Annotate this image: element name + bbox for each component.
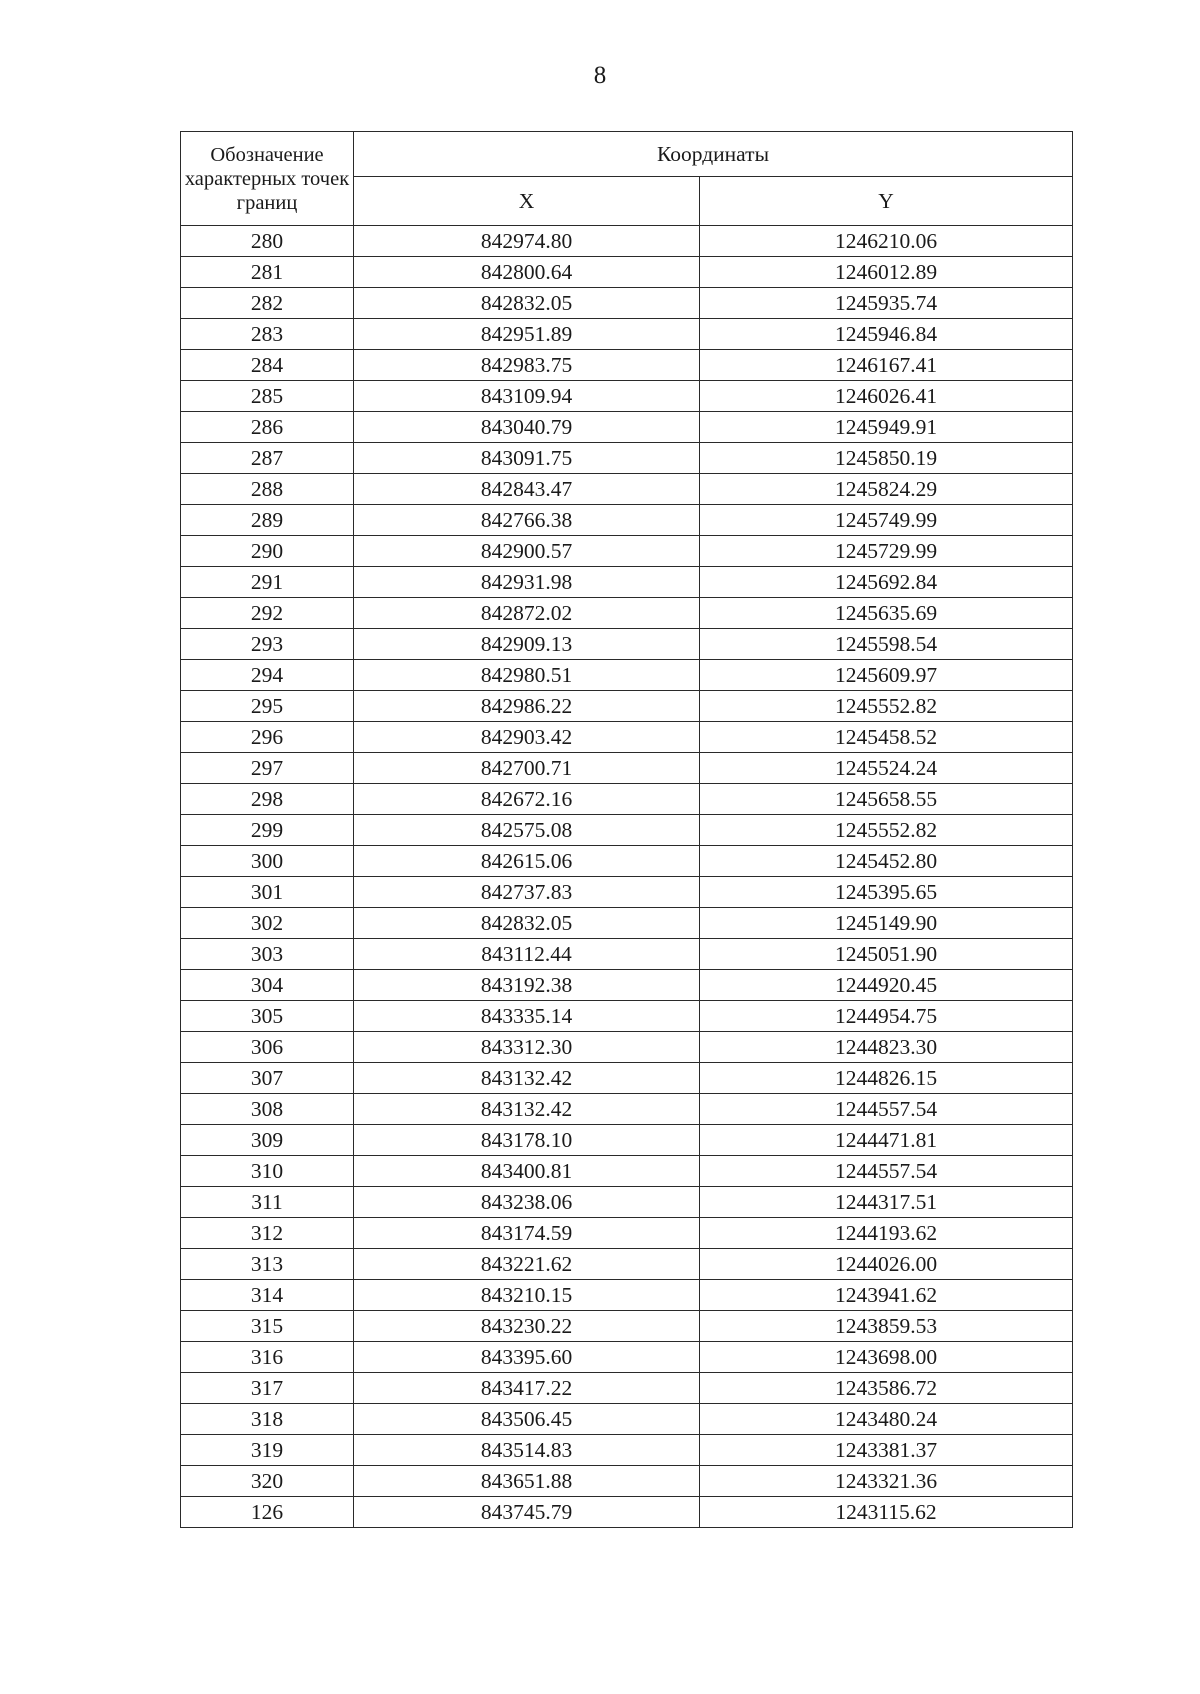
point-cell: 299 [181, 815, 354, 846]
table-row [181, 1187, 1073, 1218]
point-cell: 313 [181, 1249, 354, 1280]
x-cell: 842983.75 [354, 350, 700, 381]
point-cell: 307 [181, 1063, 354, 1094]
table-row [181, 350, 1073, 381]
y-cell: 1243586.72 [700, 1373, 1073, 1404]
y-cell: 1244826.15 [700, 1063, 1073, 1094]
table-row [181, 691, 1073, 722]
table-row [181, 877, 1073, 908]
point-cell: 317 [181, 1373, 354, 1404]
point-cell: 311 [181, 1187, 354, 1218]
y-cell: 1245395.65 [700, 877, 1073, 908]
y-cell: 1243859.53 [700, 1311, 1073, 1342]
y-cell: 1245635.69 [700, 598, 1073, 629]
x-cell: 843400.81 [354, 1156, 700, 1187]
x-cell: 842832.05 [354, 908, 700, 939]
table-row [181, 846, 1073, 877]
table-row [181, 257, 1073, 288]
table-row [181, 443, 1073, 474]
table-row [181, 1342, 1073, 1373]
table-row [181, 815, 1073, 846]
x-cell: 842900.57 [354, 536, 700, 567]
point-label-header: Обозначение характерных точек границ [181, 132, 354, 226]
y-cell: 1244823.30 [700, 1032, 1073, 1063]
table-row [181, 381, 1073, 412]
table-row [181, 598, 1073, 629]
point-cell: 297 [181, 753, 354, 784]
table-header [181, 132, 1073, 226]
x-cell: 843192.38 [354, 970, 700, 1001]
point-cell: 298 [181, 784, 354, 815]
x-cell: 843312.30 [354, 1032, 700, 1063]
point-cell: 318 [181, 1404, 354, 1435]
x-cell: 842872.02 [354, 598, 700, 629]
x-cell: 842843.47 [354, 474, 700, 505]
x-cell: 842737.83 [354, 877, 700, 908]
y-cell: 1245452.80 [700, 846, 1073, 877]
point-cell: 126 [181, 1497, 354, 1528]
table-row [181, 1094, 1073, 1125]
table-row [181, 1466, 1073, 1497]
x-cell: 842974.80 [354, 226, 700, 257]
table-row [181, 288, 1073, 319]
point-cell: 302 [181, 908, 354, 939]
point-cell: 305 [181, 1001, 354, 1032]
x-cell: 843040.79 [354, 412, 700, 443]
y-cell: 1245051.90 [700, 939, 1073, 970]
x-cell: 843112.44 [354, 939, 700, 970]
point-cell: 289 [181, 505, 354, 536]
point-cell: 314 [181, 1280, 354, 1311]
point-cell: 296 [181, 722, 354, 753]
point-cell: 316 [181, 1342, 354, 1373]
x-cell: 843221.62 [354, 1249, 700, 1280]
point-cell: 295 [181, 691, 354, 722]
point-cell: 288 [181, 474, 354, 505]
x-cell: 843745.79 [354, 1497, 700, 1528]
table-row [181, 1125, 1073, 1156]
point-cell: 291 [181, 567, 354, 598]
y-cell: 1243381.37 [700, 1435, 1073, 1466]
y-cell: 1246167.41 [700, 350, 1073, 381]
x-cell: 843109.94 [354, 381, 700, 412]
table-row [181, 908, 1073, 939]
y-cell: 1245598.54 [700, 629, 1073, 660]
y-cell: 1243941.62 [700, 1280, 1073, 1311]
point-cell: 308 [181, 1094, 354, 1125]
point-cell: 309 [181, 1125, 354, 1156]
table-row [181, 753, 1073, 784]
table-row [181, 629, 1073, 660]
x-cell: 842672.16 [354, 784, 700, 815]
table-row [181, 1001, 1073, 1032]
table-row [181, 567, 1073, 598]
y-cell: 1243115.62 [700, 1497, 1073, 1528]
table-row [181, 1435, 1073, 1466]
table-row [181, 412, 1073, 443]
point-cell: 301 [181, 877, 354, 908]
x-cell: 843230.22 [354, 1311, 700, 1342]
point-cell: 312 [181, 1218, 354, 1249]
y-cell: 1244557.54 [700, 1156, 1073, 1187]
point-cell: 306 [181, 1032, 354, 1063]
point-cell: 283 [181, 319, 354, 350]
y-cell: 1245149.90 [700, 908, 1073, 939]
y-cell: 1244317.51 [700, 1187, 1073, 1218]
point-cell: 286 [181, 412, 354, 443]
coordinates-header: Координаты [354, 132, 1073, 177]
point-cell: 319 [181, 1435, 354, 1466]
table-row [181, 536, 1073, 567]
y-cell: 1245949.91 [700, 412, 1073, 443]
table-body [181, 226, 1073, 1528]
x-cell: 843335.14 [354, 1001, 700, 1032]
y-cell: 1244471.81 [700, 1125, 1073, 1156]
point-cell: 292 [181, 598, 354, 629]
point-cell: 293 [181, 629, 354, 660]
y-cell: 1245609.97 [700, 660, 1073, 691]
x-cell: 842903.42 [354, 722, 700, 753]
point-cell: 310 [181, 1156, 354, 1187]
x-cell: 842951.89 [354, 319, 700, 350]
y-cell: 1245658.55 [700, 784, 1073, 815]
x-cell: 843178.10 [354, 1125, 700, 1156]
x-cell: 842575.08 [354, 815, 700, 846]
y-cell: 1245749.99 [700, 505, 1073, 536]
y-cell: 1246012.89 [700, 257, 1073, 288]
table-row [181, 939, 1073, 970]
table-row [181, 1497, 1073, 1528]
point-cell: 281 [181, 257, 354, 288]
table-row [181, 1218, 1073, 1249]
table-row [181, 226, 1073, 257]
x-cell: 842986.22 [354, 691, 700, 722]
y-cell: 1245935.74 [700, 288, 1073, 319]
table-row [181, 1404, 1073, 1435]
point-cell: 304 [181, 970, 354, 1001]
y-cell: 1243321.36 [700, 1466, 1073, 1497]
x-cell: 843514.83 [354, 1435, 700, 1466]
y-cell: 1245824.29 [700, 474, 1073, 505]
coordinates-table [180, 131, 1073, 1528]
y-cell: 1245552.82 [700, 691, 1073, 722]
x-cell: 842615.06 [354, 846, 700, 877]
table-row [181, 1280, 1073, 1311]
x-cell: 842700.71 [354, 753, 700, 784]
y-cell: 1246026.41 [700, 381, 1073, 412]
point-cell: 284 [181, 350, 354, 381]
point-cell: 294 [181, 660, 354, 691]
x-cell: 842909.13 [354, 629, 700, 660]
table-row [181, 474, 1073, 505]
table-row [181, 505, 1073, 536]
x-cell: 843238.06 [354, 1187, 700, 1218]
point-cell: 290 [181, 536, 354, 567]
x-cell: 842800.64 [354, 257, 700, 288]
y-cell: 1245552.82 [700, 815, 1073, 846]
x-column-header: X [354, 177, 700, 226]
y-cell: 1244026.00 [700, 1249, 1073, 1280]
y-cell: 1245850.19 [700, 443, 1073, 474]
y-cell: 1245458.52 [700, 722, 1073, 753]
y-cell: 1243480.24 [700, 1404, 1073, 1435]
x-cell: 842832.05 [354, 288, 700, 319]
y-cell: 1245946.84 [700, 319, 1073, 350]
point-cell: 303 [181, 939, 354, 970]
table-row [181, 319, 1073, 350]
table-row [181, 784, 1073, 815]
y-cell: 1244954.75 [700, 1001, 1073, 1032]
y-cell: 1244920.45 [700, 970, 1073, 1001]
x-cell: 843132.42 [354, 1094, 700, 1125]
x-cell: 843210.15 [354, 1280, 700, 1311]
point-cell: 285 [181, 381, 354, 412]
page-number: 8 [593, 62, 607, 89]
table-row [181, 722, 1073, 753]
table-row [181, 1373, 1073, 1404]
x-cell: 842931.98 [354, 567, 700, 598]
y-cell: 1245729.99 [700, 536, 1073, 567]
x-cell: 843506.45 [354, 1404, 700, 1435]
y-cell: 1243698.00 [700, 1342, 1073, 1373]
table-row [181, 1063, 1073, 1094]
point-cell: 282 [181, 288, 354, 319]
table-row [181, 970, 1073, 1001]
x-cell: 843091.75 [354, 443, 700, 474]
table-row [181, 1156, 1073, 1187]
table-row [181, 1032, 1073, 1063]
x-cell: 843132.42 [354, 1063, 700, 1094]
x-cell: 843417.22 [354, 1373, 700, 1404]
y-cell: 1245692.84 [700, 567, 1073, 598]
point-cell: 320 [181, 1466, 354, 1497]
table-row [181, 660, 1073, 691]
point-cell: 280 [181, 226, 354, 257]
y-column-header: Y [700, 177, 1073, 226]
y-cell: 1246210.06 [700, 226, 1073, 257]
y-cell: 1244557.54 [700, 1094, 1073, 1125]
y-cell: 1244193.62 [700, 1218, 1073, 1249]
table-row [181, 1249, 1073, 1280]
x-cell: 842766.38 [354, 505, 700, 536]
table-row [181, 1311, 1073, 1342]
point-cell: 287 [181, 443, 354, 474]
x-cell: 843395.60 [354, 1342, 700, 1373]
x-cell: 843651.88 [354, 1466, 700, 1497]
x-cell: 843174.59 [354, 1218, 700, 1249]
x-cell: 842980.51 [354, 660, 700, 691]
point-cell: 315 [181, 1311, 354, 1342]
point-cell: 300 [181, 846, 354, 877]
y-cell: 1245524.24 [700, 753, 1073, 784]
